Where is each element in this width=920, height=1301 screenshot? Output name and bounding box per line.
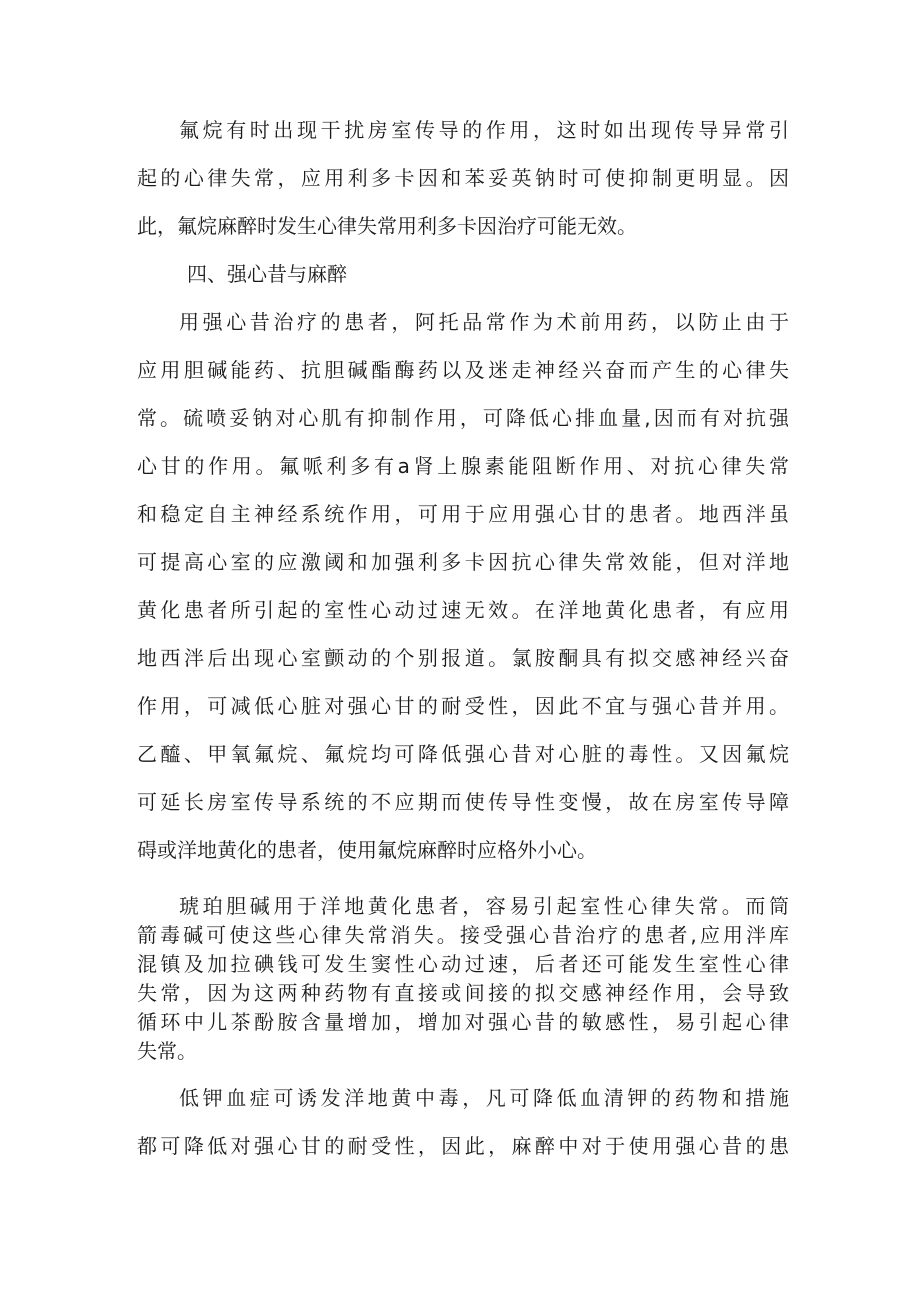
paragraph-line: 失常，因为这两种药物有直接或间接的拟交感神经作用，会导致 [137, 981, 789, 1005]
paragraph-line: 箭毒碱可使这些心律失常消失。接受强心昔治疗的患者,应用泮库 [137, 923, 789, 947]
paragraph-3 [137, 894, 789, 1063]
paragraph-line: 可提高心室的应激阈和加强利多卡因抗心律失常效能，但对洋地 [137, 550, 789, 574]
heading-text: 四、强心昔与麻醉 [187, 262, 347, 286]
paragraph-line: 心甘的作用。氟哌利多有a肾上腺素能阻断作用、对抗心律失常 [137, 454, 789, 478]
paragraph-line: 起的心律失常，应用利多卡因和苯妥英钠时可使抑制更明显。因 [137, 166, 789, 190]
paragraph-1 [137, 118, 789, 238]
paragraph-line: 常。硫喷妥钠对心肌有抑制作用，可降低心排血量,因而有对抗强 [137, 406, 789, 430]
paragraph-4 [137, 1086, 789, 1158]
paragraph-line: 作用，可减低心脏对强心甘的耐受性，因此不宜与强心昔并用。 [137, 694, 789, 718]
paragraph-line: 碍或洋地黄化的患者，使用氟烷麻醉时应格外小心。 [137, 838, 597, 862]
paragraph-line: 用强心昔治疗的患者，阿托品常作为术前用药，以防止由于 [179, 310, 789, 334]
paragraph-line: 黄化患者所引起的室性心动过速无效。在洋地黄化患者，有应用 [137, 598, 789, 622]
paragraph-line: 此，氟烷麻醉时发生心律失常用利多卡因治疗可能无效。 [137, 214, 637, 238]
paragraph-line: 低钾血症可诱发洋地黄中毒，凡可降低血清钾的药物和措施 [179, 1086, 789, 1110]
paragraph-line: 琥珀胆碱用于洋地黄化患者，容易引起室性心律失常。而筒 [179, 894, 789, 918]
paragraph-line: 地西泮后出现心室颤动的个别报道。氯胺酮具有拟交感神经兴奋 [137, 646, 789, 670]
paragraph-line: 和稳定自主神经系统作用，可用于应用强心甘的患者。地西泮虽 [137, 502, 789, 526]
paragraph-line: 乙醯、甲氧氟烷、氟烷均可降低强心昔对心脏的毒性。又因氟烷 [137, 742, 789, 766]
section-heading [137, 262, 789, 286]
paragraph-line: 可延长房室传导系统的不应期而使传导性变慢，故在房室传导障 [137, 790, 789, 814]
paragraph-line: 都可降低对强心甘的耐受性，因此，麻醉中对于使用强心昔的患 [137, 1134, 789, 1158]
paragraph-line: 失常。 [137, 1039, 197, 1063]
paragraph-line: 循环中儿茶酚胺含量增加，增加对强心昔的敏感性，易引起心律 [137, 1010, 789, 1034]
paragraph-line: 应用胆碱能药、抗胆碱酯酶药以及迷走神经兴奋而产生的心律失 [137, 358, 789, 382]
paragraph-line: 混镇及加拉碘钱可发生窦性心动过速，后者还可能发生室性心律 [137, 952, 789, 976]
paragraph-line: 氟烷有时出现干扰房室传导的作用，这时如出现传导异常引 [179, 118, 789, 142]
paragraph-2 [137, 310, 789, 862]
